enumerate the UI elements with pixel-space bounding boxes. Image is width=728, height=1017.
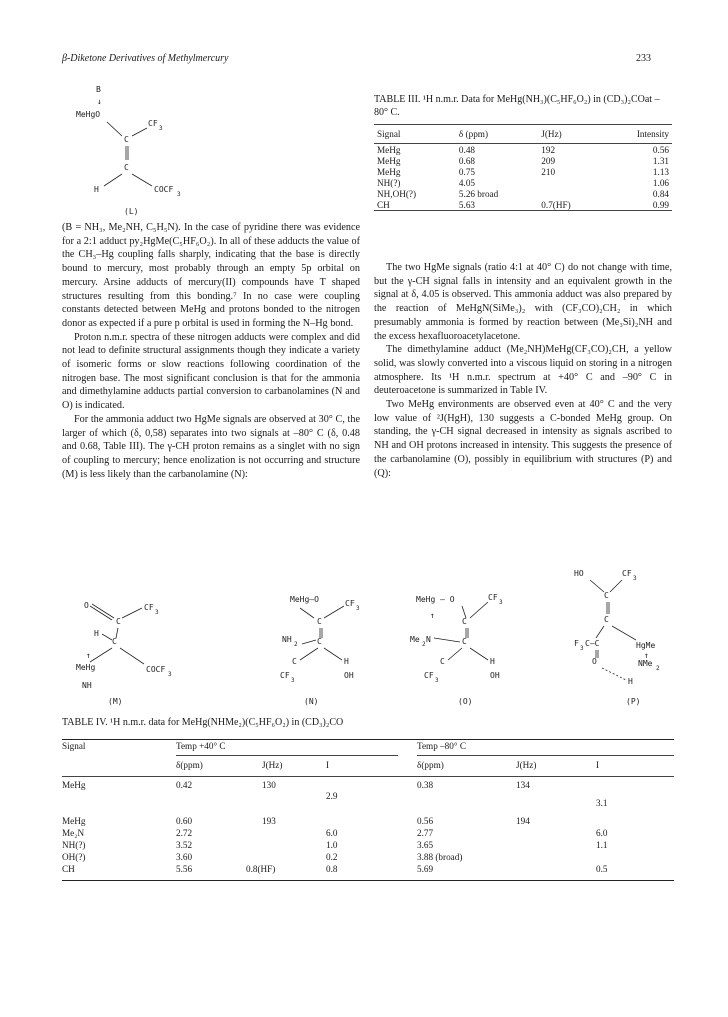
svg-text:3: 3 [177, 191, 181, 198]
svg-text:H: H [344, 657, 349, 666]
table-row: MeHg 0.68 209 1.31 [377, 155, 669, 166]
right-paragraph-2: The dimethylamine adduct (Me₂NH)MeHg(CF₃CO)₂CH, a yellow solid, was slowly converted into a viscous liquid on storing in a nitrogen atmosphere. Its ¹H n.m.r. spectrum at +40° C and –90° C in deuteroacetone is summarized in Table IV. [374, 344, 672, 397]
structure-M-label: (M) [108, 697, 123, 706]
svg-text:NH: NH [282, 635, 292, 644]
right-paragraph-1: The two HgMe signals (ratio 4:1 at 40° C) do not change with time, but the γ-CH signal falls in intensity and an equivalent growth in the signal at δ, 4.05 is observed. This ammonia adduct was also prepared by the reaction of MeHgN(SiMe₃)₂ with (CF₃CO)₂CH₂ in which presumably ammonia is formed by reaction between (Me₃Si)₂NH and the excess hexafluoroacetylacetone. [374, 262, 672, 342]
svg-text:OH: OH [344, 671, 354, 680]
svg-text:HO: HO [574, 569, 584, 578]
svg-text:H: H [94, 629, 99, 638]
svg-text:NH: NH [82, 681, 92, 690]
svg-text:HgMe: HgMe [636, 641, 656, 650]
table4-temp1-header: Temp +40° C [176, 741, 226, 751]
table-row: CH 5.63 0.7(HF) 0.99 [374, 199, 672, 211]
svg-text:MeHg—O: MeHg—O [290, 595, 319, 604]
struct-L-B: B [96, 85, 101, 94]
svg-text:H: H [490, 657, 495, 666]
struct-L-C2: C [124, 163, 129, 172]
svg-text:↑: ↑ [86, 651, 91, 660]
table4-caption: TABLE IV. ¹H n.m.r. data for MeHg(NHMe₂)(C₅HF₆O₂) in (CD₃)₂CO [62, 717, 344, 728]
structure-N-label: (N) [304, 697, 319, 706]
struct-L-MeHgO: MeHgO [76, 110, 101, 119]
table-row: NH,OH(?) 5.26 broad 0.84 [377, 188, 669, 199]
svg-text:C: C [440, 657, 445, 666]
svg-text:CF: CF [345, 599, 355, 608]
structures-row-lower [62, 672, 682, 712]
table3-caption: TABLE III. ¹H n.m.r. Data for MeHg(NH₃)(C₅HF₆O₂) in (CD₃)₂COat –80° C. [374, 94, 660, 118]
svg-text:CF: CF [424, 671, 434, 680]
table4-temp2-header: Temp –80° C [417, 741, 466, 751]
svg-text:↑: ↑ [430, 611, 435, 620]
structure-L [62, 80, 212, 220]
svg-text:COCF: COCF [146, 665, 166, 674]
struct-L-H: H [94, 185, 99, 194]
struct-L-CF3: CF [148, 119, 158, 128]
svg-text:C: C [292, 657, 297, 666]
table3-header-signal: Signal [377, 129, 401, 139]
svg-text:2: 2 [422, 641, 426, 648]
struct-L-C1: C [124, 135, 129, 144]
svg-text:3: 3 [159, 125, 163, 132]
svg-text:CF: CF [488, 593, 498, 602]
svg-text:OH: OH [490, 671, 500, 680]
table3 [374, 124, 672, 211]
table-row: CH [62, 864, 75, 874]
svg-text:3: 3 [499, 599, 503, 606]
table3-header-intensity: Intensity [636, 129, 669, 139]
svg-text:C: C [112, 637, 117, 646]
table-row: NH(?) 4.05 1.06 [377, 177, 669, 188]
svg-text:↓: ↓ [97, 97, 102, 106]
svg-text:N: N [426, 635, 431, 644]
left-paragraph-1: (B = NH₃, Me₂NH, C₅H₅N). In the case of pyridine there was evidence for a 2:1 adduct py₂HgMe(C₅HF₆O₂). In all of these adducts the value of the CH₃–Hg coupling falls sharply, indicating that the base is directly bound to mercury, most probably through an empty 5p orbital on mercury. Arsine adducts of mercury(II) compounds have T shaped structures resulting from this bonding.⁷ In no case were coupling constants detected between MeHg and protons bonded to the nitrogen donor as expected if a pure p orbital is used in forming the N–Hg bond. [62, 222, 360, 329]
table3-header-delta: δ (ppm) [458, 129, 489, 139]
svg-text:3: 3 [168, 671, 172, 678]
svg-text:Me: Me [410, 635, 420, 644]
structure-N [282, 595, 360, 666]
left-paragraph-3: For the ammonia adduct two HgMe signals are observed at 30° C, the larger of which (δ, 0,58) separates into two signals at –80° C (δ, 0.48 and 0.68, Table III). The γ-CH proton remains as a singlet with no sign of coupling to mercury; hence enolization is not occurring and structure (M) is less likely than the carbanolamine (N): [62, 413, 360, 480]
svg-text:CF: CF [144, 603, 154, 612]
table-row: MeHg [62, 780, 86, 790]
svg-text:MeHg — O: MeHg — O [416, 595, 455, 604]
svg-text:C–C: C–C [585, 639, 600, 648]
svg-text:2: 2 [294, 641, 298, 648]
svg-text:C: C [462, 617, 467, 626]
struct-L-label: (L) [124, 207, 139, 216]
svg-text:C: C [604, 591, 609, 600]
table-row: MeHg 0.48 192 0.56 [374, 144, 672, 156]
structure-O-label: (O) [458, 697, 473, 706]
svg-text:3: 3 [633, 575, 637, 582]
svg-text:C: C [604, 615, 609, 624]
table-row: NH(?) [62, 840, 86, 850]
table4-body: MeHg 0.42 130 0.38 134 2.9 3.1 MeHg 0.60 193 0.56 194 Me₂N 2.72 6.0 2.77 6.0 NH(?) 3.52 1.0 3.65 1.1 OH(?) 3.60 0.2 3.88 (broad) CH 5.56 0.8(HF) 0.8 5.69 0.5 [62, 780, 608, 874]
svg-text:CF: CF [280, 671, 290, 680]
svg-text:3: 3 [155, 609, 159, 616]
svg-text:MeHg: MeHg [76, 663, 96, 672]
running-title: β-Diketone Derivatives of Methylmercury [62, 53, 229, 64]
right-paragraph-3: Two MeHg environments are observed even at 40° C and the very low value of ²J(HgH), 130 suggests a C-bonded MeHg group. On standing, the γ-CH signal decreased in intensity as signals ascribed to NH and OH protons increased in intensity. This suggests the presence of the carbanolamine (O), possibly in equilibrium with structures (P) and (Q): [374, 399, 672, 479]
structure-O [410, 593, 503, 666]
table-row: MeHg 0.75 210 1.13 [377, 166, 669, 177]
svg-text:C: C [116, 617, 121, 626]
svg-text:3: 3 [356, 605, 360, 612]
left-paragraph-2: Proton n.m.r. spectra of these nitrogen adducts were complex and did not lead to definite structural assignments though they indicate a variety of isomeric forms or slow reactions following coordination of the nitrogen base. The most significant conclusion is that for the ammonia and dimethylamine adducts partial conversion to carbanolamines (N and O) is indicated. [62, 331, 360, 412]
svg-text:C: C [317, 617, 322, 626]
svg-text:C: C [317, 637, 322, 646]
svg-text:3: 3 [291, 677, 295, 684]
svg-text:↑: ↑ [644, 651, 649, 660]
svg-text:O: O [84, 601, 89, 610]
svg-text:C: C [462, 637, 467, 646]
svg-text:H: H [628, 677, 633, 686]
svg-text:O: O [592, 657, 597, 666]
page-number: 233 [636, 53, 651, 64]
svg-text:3: 3 [580, 645, 584, 652]
svg-text:3: 3 [435, 677, 439, 684]
svg-text:F: F [574, 639, 579, 648]
struct-L-COCF3: COCF [154, 185, 174, 194]
structure-P [574, 569, 660, 686]
table-row: Me₂N [62, 828, 85, 838]
table3-header-j: J(Hz) [541, 129, 562, 139]
table-row: OH(?) [62, 852, 86, 862]
structure-P-label: (P) [626, 697, 641, 706]
svg-text:NMe: NMe [638, 659, 653, 668]
table4-signal-header: Signal [62, 741, 86, 751]
table-row: MeHg [62, 816, 86, 826]
svg-text:CF: CF [622, 569, 632, 578]
svg-text:2: 2 [656, 665, 660, 672]
